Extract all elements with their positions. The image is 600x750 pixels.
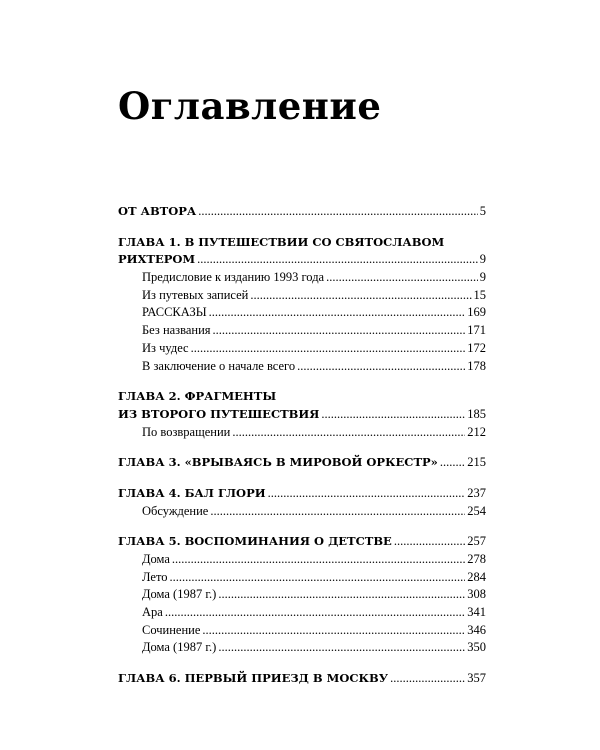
dot-leader [390,670,465,688]
toc-entry-label: Ара [142,605,163,620]
toc-section-chapter-1 [118,234,486,376]
toc-entry-chapter-4[interactable] [118,485,486,503]
dot-leader [326,269,478,287]
toc-subentry[interactable] [118,322,486,340]
toc-entry-label: Без названия [142,323,211,338]
toc-page-number: 9 [479,270,486,285]
toc-subentry[interactable] [118,340,486,358]
toc-page-number: 169 [467,305,486,320]
toc-page-number: 257 [467,534,486,549]
toc-page-number: 346 [467,622,486,637]
toc-page-number: 171 [467,323,486,338]
dot-leader [394,533,465,551]
dot-leader [321,406,465,424]
toc-page-number: 341 [467,605,486,620]
dot-leader [197,251,478,269]
toc-page-number: 9 [479,252,486,267]
toc-subentry[interactable] [118,551,486,569]
toc-entry-label: Дома (1987 г.) [142,587,217,602]
toc-subentry[interactable] [118,569,486,587]
toc-section-chapter-4 [118,485,486,520]
toc-subentry[interactable] [118,304,486,322]
dot-leader [297,358,465,376]
toc-page-number: 357 [467,671,486,686]
toc-entry-label: ОТ АВТОРА [118,204,197,218]
toc-section-author [118,203,486,221]
dot-leader [218,586,465,604]
toc-page-number: 254 [467,503,486,518]
toc-page-number: 185 [467,406,486,421]
toc-entry-label: Из чудес [142,340,189,355]
toc-entry-label: ГЛАВА 4. БАЛ ГЛОРИ [118,485,266,500]
dot-leader [165,604,465,622]
toc-entry-chapter-1[interactable] [118,251,486,269]
toc-subentry[interactable] [118,424,486,442]
toc-entry-label: ГЛАВА 5. ВОСПОМИНАНИЯ О ДЕТСТВЕ [118,534,392,549]
dot-leader [232,424,465,442]
toc-subentry[interactable] [118,586,486,604]
toc-page-number: 237 [467,485,486,500]
toc-entry-label: Дома (1987 г.) [142,640,217,655]
toc-entry-label: В заключение о начале всего [142,358,296,373]
toc-entry-chapter-3[interactable] [118,454,486,472]
toc-section-chapter-2 [118,388,486,441]
toc-subentry[interactable] [118,269,486,287]
toc-page-number: 284 [467,569,486,584]
toc-page-number: 215 [467,455,486,470]
toc-entry-label: По возвращении [142,424,231,439]
toc-entry-label: Лето [142,569,168,584]
toc-page-number: 178 [467,358,486,373]
toc-page-number: 212 [467,424,486,439]
dot-leader [218,639,465,657]
dot-leader [209,304,466,322]
toc-entry-chapter-5[interactable] [118,533,486,551]
dot-leader [172,551,465,569]
toc-entry-label: Из путевых записей [142,287,249,302]
dot-leader [198,203,477,221]
toc-subentry[interactable] [118,287,486,305]
dot-leader [268,485,466,503]
dot-leader [440,454,465,472]
toc-entry-label: Предисловие к изданию 1993 года [142,270,325,285]
toc-entry-label: ГЛАВА 6. ПЕРВЫЙ ПРИЕЗД В МОСКВУ [118,671,389,686]
toc-entry-chapter-2[interactable] [118,406,486,424]
dot-leader [250,287,471,305]
toc-subentry[interactable] [118,503,486,521]
toc-subentry[interactable] [118,358,486,376]
toc-subentry[interactable] [118,622,486,640]
dot-leader [210,503,465,521]
toc-page-number: 172 [467,340,486,355]
dot-leader [202,622,465,640]
toc-entry-label: Обсуждение [142,503,209,518]
toc-page-number: 278 [467,552,486,566]
toc-entry-label: РАССКАЗЫ [142,305,207,320]
chapter-2-heading: ГЛАВА 2. ФРАГМЕНТЫ [118,389,277,404]
chapter-1-heading: ГЛАВА 1. В ПУТЕШЕСТВИИ СО СВЯТОСЛАВОМ [118,234,445,249]
page-title: Оглавление [118,84,382,128]
toc-entry-label: ИЗ ВТОРОГО ПУТЕШЕСТВИЯ [118,406,320,421]
toc-page-number: 5 [479,204,486,218]
toc-entry-label: ГЛАВА 3. «ВРЫВАЯСЬ В МИРОВОЙ ОРКЕСТР» [118,455,438,470]
toc-section-chapter-3 [118,454,486,472]
toc-section-chapter-5 [118,533,486,657]
toc-page-number: 308 [467,587,486,602]
toc-page-number: 350 [467,640,486,655]
toc-entry-label: Сочинение [142,622,201,637]
toc-entry-label: РИХТЕРОМ [118,252,196,267]
toc-section-chapter-6 [118,670,486,688]
toc-entry-label: Дома [142,552,170,566]
toc-entry-chapter-6[interactable] [118,670,486,688]
dot-leader [213,322,466,340]
dot-leader [170,569,466,587]
toc-page-number: 15 [473,287,486,302]
table-of-contents [118,203,486,701]
dot-leader [191,340,466,358]
toc-subentry[interactable] [118,639,486,657]
toc-entry-author[interactable] [118,203,486,221]
toc-subentry[interactable] [118,604,486,622]
